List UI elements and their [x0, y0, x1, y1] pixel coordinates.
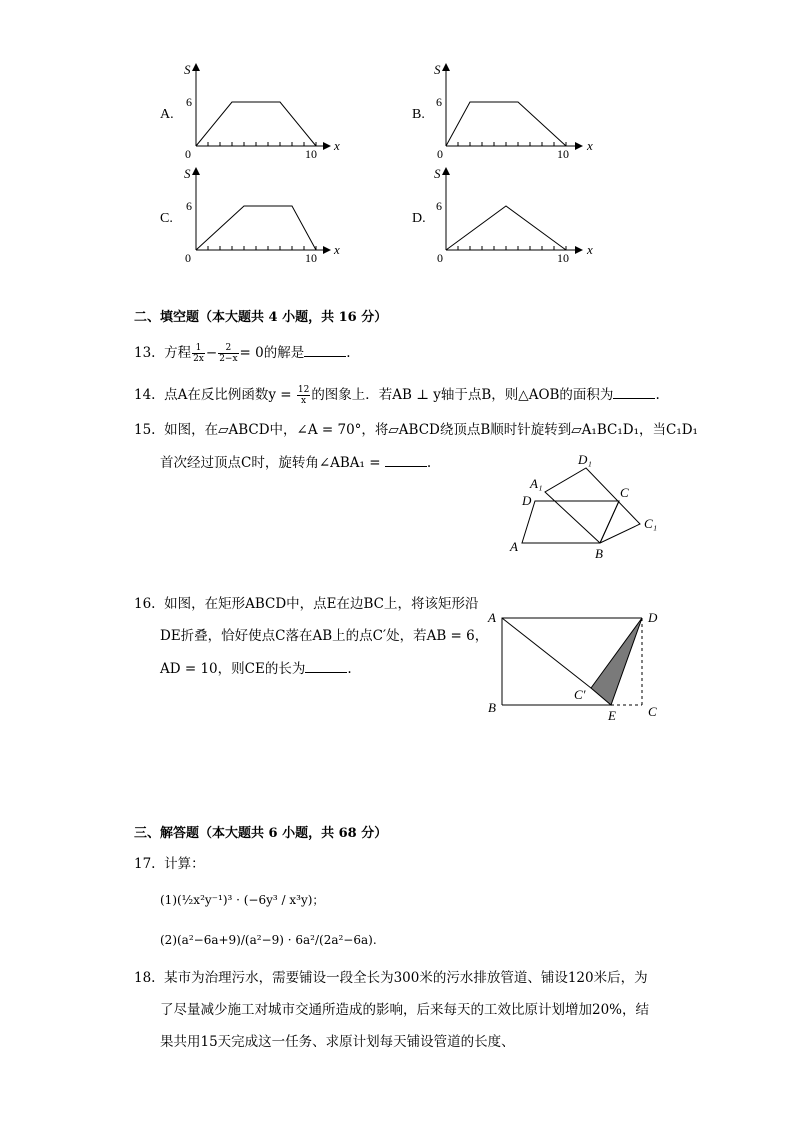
graph-b-label: B.: [412, 107, 425, 122]
svg-text:10: 10: [557, 147, 569, 161]
section3-title: 三、解答题（本大题共 6 小题，共 68 分）: [134, 826, 388, 841]
svg-text:x: x: [587, 138, 593, 153]
question-13: 13. 方程 $\frac{1}{2x}$ − $\frac{2}{2-x}$ = 0的解是 .: [134, 343, 351, 364]
svg-text:6: 6: [436, 199, 442, 213]
svg-text:0: 0: [437, 251, 443, 265]
answer-blank-16[interactable]: [305, 658, 347, 673]
graph-c[interactable]: [160, 166, 340, 265]
fig15-label-C1: C₁: [644, 516, 658, 531]
question-17-part1: (1)(½x²y⁻¹)³ · (−6y³ / x³y)；: [160, 893, 325, 907]
svg-text:S: S: [184, 166, 191, 181]
svg-text:S: S: [434, 62, 441, 77]
svg-text:x: x: [334, 138, 340, 153]
figure-16: [484, 604, 674, 726]
graph-d-label: D.: [412, 211, 426, 226]
fig16-label-B: B: [488, 700, 496, 715]
graph-a-label: A.: [160, 107, 174, 122]
svg-text:6: 6: [186, 199, 192, 213]
fig15-label-A: A: [510, 539, 518, 554]
svg-text:6: 6: [436, 95, 442, 109]
graph-a[interactable]: [160, 62, 340, 161]
answer-blank-14[interactable]: [613, 384, 655, 399]
fig16-label-A: A: [488, 610, 496, 625]
svg-text:x: x: [587, 242, 593, 257]
fig15-label-D1: D₁: [578, 452, 592, 467]
graph-c-label: C.: [160, 211, 173, 226]
svg-text:10: 10: [305, 147, 317, 161]
answer-blank-15[interactable]: [385, 452, 427, 467]
svg-text:x: x: [334, 242, 340, 257]
fig15-label-B: B: [595, 546, 603, 561]
question-15: 15. 如图，在▱ABCD中，∠A = 70°，将▱ABCD绕顶点B顺时针旋转到▱A₁BC₁D₁，当C₁D₁ 首次经过顶点C时，旋转角∠ABA₁ = .: [134, 422, 698, 471]
svg-text:10: 10: [557, 251, 569, 265]
svg-text:10: 10: [305, 251, 317, 265]
fig16-label-C: C: [648, 704, 657, 719]
question-16: 16. 如图，在矩形ABCD中，点E在边BC上，将该矩形沿 DE折叠，恰好使点C落在AB上的点C′处，若AB = 6， AD = 10，则CE的长为 .: [134, 596, 489, 677]
graph-d[interactable]: [412, 166, 593, 265]
choice-graphs: [0, 0, 794, 275]
question-14: 14. 点A在反比例函数y = $\frac{12}{x}$ 的图象上．若AB ⊥ y轴于点B，则△AOB的面积为 .: [134, 385, 660, 406]
svg-text:S: S: [434, 166, 441, 181]
question-17: 17. 计算：: [134, 856, 205, 872]
fig16-label-D: D: [648, 610, 658, 625]
fig15-label-C: C: [620, 485, 629, 500]
graph-b[interactable]: [412, 62, 593, 161]
fig15-label-A1: A₁: [530, 476, 543, 491]
figure-15: [500, 448, 680, 563]
svg-text:0: 0: [437, 147, 443, 161]
fig16-label-Cprime: C′: [574, 687, 586, 702]
answer-blank-13[interactable]: [304, 342, 346, 357]
svg-text:0: 0: [185, 251, 191, 265]
question-18: 18. 某市为治理污水，需要铺设一段全长为300米的污水排放管道、铺设120米后，为 了尽量减少施工对城市交通所造成的影响，后来每天的工效比原计划增加20%，结 果共用15天完成这一任务、求原计划每天铺设管道的长度、: [134, 970, 650, 1050]
question-17-part2: (2)(a²−6a+9)/(a²−9) · 6a²/(2a²−6a).: [160, 933, 377, 947]
svg-text:S: S: [184, 62, 191, 77]
svg-text:6: 6: [186, 95, 192, 109]
section2-title: 二、填空题（本大题共 4 小题，共 16 分）: [134, 310, 388, 325]
fig16-label-E: E: [608, 708, 616, 723]
svg-text:0: 0: [185, 147, 191, 161]
fig15-label-D: D: [522, 493, 532, 508]
